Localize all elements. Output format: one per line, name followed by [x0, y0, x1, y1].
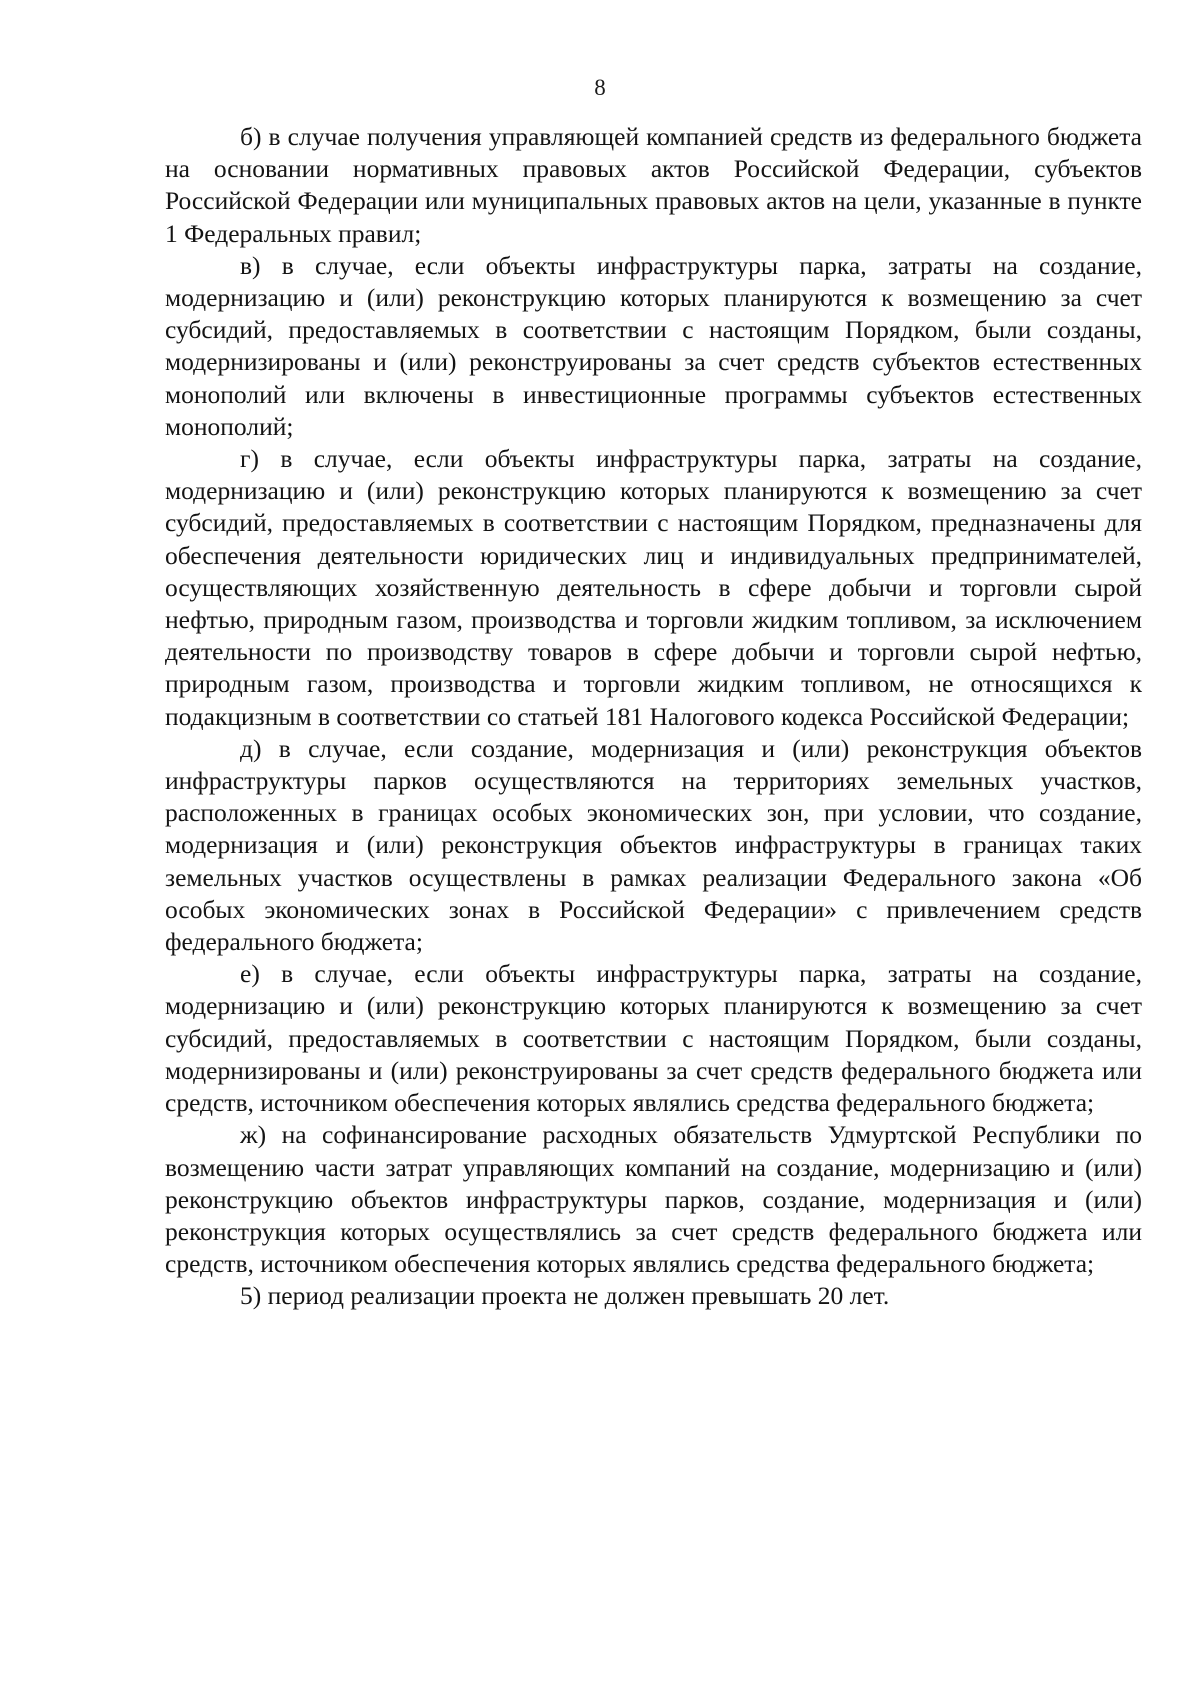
- paragraph-zh: ж) на софинансирование расходных обязательств Удмуртской Республики по возмещению части затрат управляющих компаний на создание, модернизацию и (или) реконструкцию объектов инфраструктуры парков, создание, модернизация и (или) реконструкция которых осуществлялись за счет средств федерального бюджета или средств, источником обеспечения которых являлись средства федерального бюджета;: [165, 1120, 1142, 1279]
- page-number: 8: [594, 75, 606, 100]
- document-body: [165, 121, 1142, 1313]
- paragraph-d: д) в случае, если создание, модернизация и (или) реконструкция объектов инфраструктуры парков осуществляются на территориях земельных участков, расположенных в границах особых экономических зон, при условии, что создание, модернизация и (или) реконструкция объектов инфраструктуры в границах таких земельных участков осуществлены в рамках реализации Федерального закона «Об особых экономических зонах в Российской Федерации» с привлечением средств федерального бюджета;: [165, 733, 1142, 957]
- paragraph-5: 5) период реализации проекта не должен превышать 20 лет.: [240, 1281, 890, 1311]
- paragraph-g: г) в случае, если объекты инфраструктуры парка, затраты на создание, модернизацию и (или) реконструкцию которых планируются к возмещению за счет субсидий, предоставляемых в соответствии с настоящим Порядком, предназначены для обеспечения деятельности юридических лиц и индивидуальных предпринимателей, осуществляющих хозяйственную деятельность в сфере добычи и торговли сырой нефтью, природным газом, производства и торговли жидким топливом, за исключением деятельности по производству товаров в сфере добычи и торговли сырой нефтью, природным газом, производства и торговли жидким топливом, не относящихся к подакцизным в соответствии со статьей 181 Налогового кодекса Российской Федерации;: [165, 444, 1142, 731]
- paragraph-v: в) в случае, если объекты инфраструктуры парка, затраты на создание, модернизацию и (или) реконструкцию которых планируются к возмещению за счет субсидий, предоставляемых в соответствии с настоящим Порядком, были созданы, модернизированы и (или) реконструированы за счет средств субъектов естественных монополий или включены в инвестиционные программы субъектов естественных монополий;: [165, 250, 1142, 441]
- paragraph-b: б) в случае получения управляющей компанией средств из федерального бюджета на основании нормативных правовых актов Российской Федерации, субъектов Российской Федерации или муниципальных правовых актов на цели, указанные в пункте 1 Федеральных правил;: [165, 122, 1142, 248]
- paragraph-e: е) в случае, если объекты инфраструктуры парка, затраты на создание, модернизацию и (или) реконструкцию которых планируются к возмещению за счет субсидий, предоставляемых в соответствии с настоящим Порядком, были созданы, модернизированы и (или) реконструированы за счет средств федерального бюджета или средств, источником обеспечения которых являлись средства федерального бюджета;: [165, 959, 1142, 1118]
